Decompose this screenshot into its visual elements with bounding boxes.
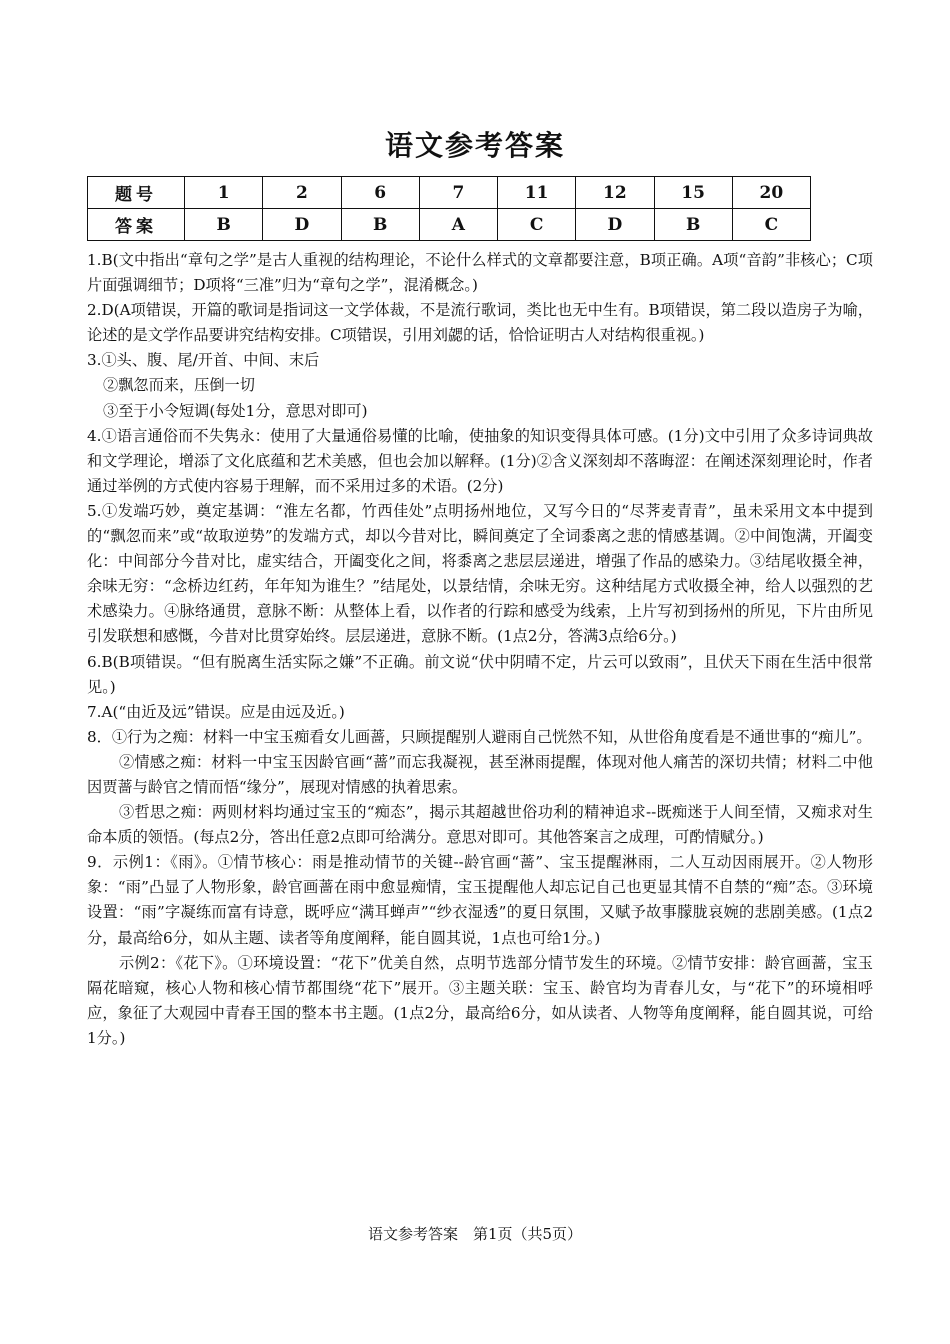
explanation-q9-example2: 示例2：《花下》。①环境设置：“花下”优美自然，点明节选部分情节发生的环境。②情节安排：龄官画蔷，宝玉隔花暗窥，核心人物和核心情节都围绕“花下”展开。③主题关联：宝玉、龄官均为青春儿女，与“花下”的环境相呼应，象征了大观园中青春王国的整本书主题。(1点2分，最高给6分，如从读者、人物等角度阐释，能自圆其说，可给1分。) <box>87 953 873 1047</box>
explanation-q8-part2: ②情感之痴：材料一中宝玉因龄官画“蔷”而忘我凝视，甚至淋雨提醒，体现对他人痛苦的深切共情；材料二中他因贾蔷与龄官之情而悟“缘分”，展现对情感的执着思索。 <box>87 752 873 796</box>
answer-cell: B <box>185 209 263 241</box>
explanation-q2: 2.D(A项错误，开篇的歌词是指词这一文学体裁，不是流行歌词，类比也无中生有。B项错误，第二段以造房子为喻，论述的是文学作品要讲究结构安排。C项错误，引用刘勰的话，恰恰证明古人对结构很重视。) <box>87 301 873 345</box>
answer-cell: B <box>341 209 419 241</box>
explanation-q9-example1: 9．示例1：《雨》。①情节核心：雨是推动情节的关键--龄官画“蔷”、宝玉提醒淋雨，二人互动因雨展开。②人物形象：“雨”凸显了人物形象，龄官画蔷在雨中愈显痴情，宝玉提醒他人却忘记自己也更显其情不自禁的“痴”态。③环境设置：“雨”字凝练而富有诗意，既呼应“满耳蝉声”“纱衣湿透”的夏日氛围，又赋予故事朦胧哀婉的悲剧美感。(1点2分，最高给6分，如从主题、读者等角度阐释，能自圆其说，1点也可给1分。) <box>87 853 873 947</box>
explanation-q5: 5.①发端巧妙，奠定基调：“淮左名都，竹西佳处”点明扬州地位，又写今日的“尽荠麦青青”，虽未采用文本中提到的“飘忽而来”或“故取逆势”的发端方式，却以今昔对比，瞬间奠定了全词黍离之悲的情感基调。②中间饱满，开阖变化：中间部分今昔对比，虚实结合，开阖变化之间，将黍离之悲层层递进，增强了作品的感染力。③结尾收摄全神，余味无穷：“念桥边红药，年年知为谁生？”结尾处，以景结情，余味无穷。这种结尾方式收摄全神，给人以强烈的艺术感染力。④脉络通贯，意脉不断：从整体上看，以作者的行踪和感受为线索，上片写初到扬州的所见，下片由所见引发联想和感慨，今昔对比贯穿始终。层层递进，意脉不断。(1点2分，答满3点给6分。) <box>87 501 873 646</box>
question-number-cell: 6 <box>341 177 419 209</box>
page-footer: 语文参考答案 第1页（共5页） <box>367 1225 583 1243</box>
row-label-number: 题号 <box>88 177 185 209</box>
answer-cell: D <box>263 209 341 241</box>
explanation-q3-part2: ②飘忽而来，压倒一切 <box>103 376 255 395</box>
table-row-numbers <box>88 177 811 209</box>
explanation-q1: 1.B(文中指出“章句之学”是古人重视的结构理论，不论什么样式的文章都要注意，B项正确。A项“音韵”非核心；C项片面强调细节；D项将“三准”归为“章句之学”，混淆概念。) <box>87 251 873 295</box>
answer-cell: C <box>498 209 576 241</box>
question-number-cell: 7 <box>419 177 497 209</box>
page-title: 语文参考答案 <box>384 129 565 162</box>
explanation-q4: 4.①语言通俗而不失隽永：使用了大量通俗易懂的比喻，使抽象的知识变得具体可感。(1分)文中引用了众多诗词典故和文学理论，增添了文化底蕴和艺术美感，但也会加以解释。(1分)②含义深刻却不落晦涩：在阐述深刻理论时，作者通过举例的方式使内容易于理解，而不采用过多的术语。(2分) <box>87 426 873 495</box>
question-number-cell: 15 <box>654 177 732 209</box>
question-number-cell: 20 <box>732 177 810 209</box>
table-row-answers <box>88 209 811 241</box>
answer-table <box>87 176 811 241</box>
question-number-cell: 2 <box>263 177 341 209</box>
explanation-q8-part3: ③哲思之痴：两则材料均通过宝玉的“痴态”，揭示其超越世俗功利的精神追求--既痴迷于人间至情，又痴求对生命本质的领悟。(每点2分，答出任意2点即可给满分。意思对即可。其他答案言之成理，可酌情赋分。) <box>87 803 873 847</box>
question-number-cell: 1 <box>185 177 263 209</box>
answer-cell: C <box>732 209 810 241</box>
answer-cell: B <box>654 209 732 241</box>
explanation-q3-part1: 3.①头、腹、尾/开首、中间、末后 <box>87 351 320 370</box>
explanation-q6: 6.B(B项错误。“但有脱离生活实际之嫌”不正确。前文说“伏中阴晴不定，片云可以致雨”，且伏天下雨在生活中很常见。) <box>87 652 873 696</box>
question-number-cell: 11 <box>498 177 576 209</box>
explanation-q7: 7.A(“由近及远”错误。应是由远及近。) <box>87 702 345 721</box>
row-label-answer: 答案 <box>88 209 185 241</box>
answer-cell: D <box>576 209 654 241</box>
answer-cell: A <box>419 209 497 241</box>
question-number-cell: 12 <box>576 177 654 209</box>
explanation-q3-part3: ③至于小令短调(每处1分，意思对即可) <box>103 401 368 420</box>
explanation-q8-part1: 8．①行为之痴：材料一中宝玉痴看女儿画蔷，只顾提醒别人避雨自己恍然不知，从世俗角度看是不通世事的“痴儿”。 <box>87 727 872 746</box>
answer-explanations <box>87 248 873 1051</box>
